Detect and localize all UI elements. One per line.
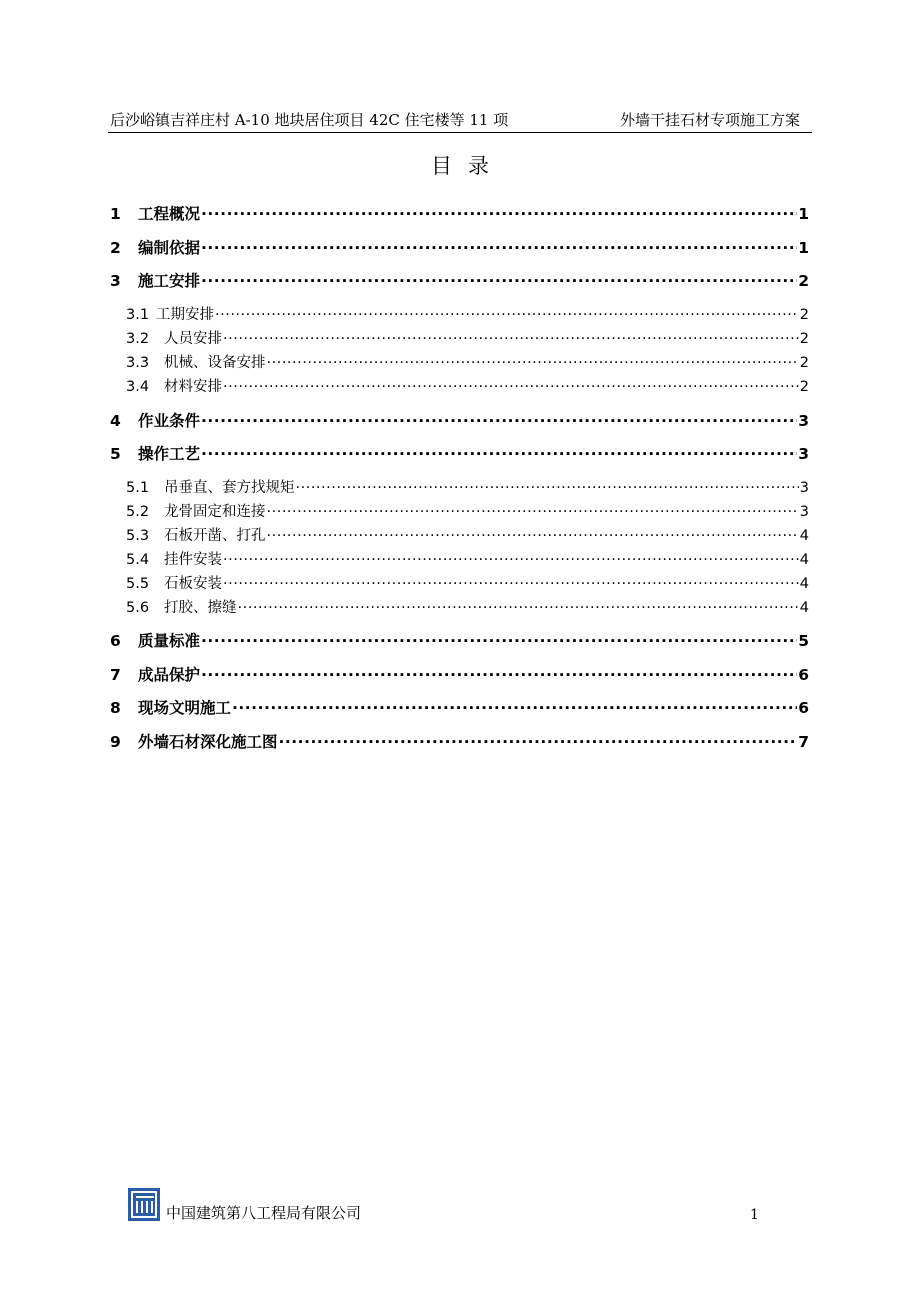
toc-dot-leader <box>223 328 799 343</box>
toc-entry-number: 3.2 <box>126 331 150 347</box>
toc-dot-leader <box>201 410 797 426</box>
toc-entry[interactable] <box>110 696 809 718</box>
toc-entry-page: 3 <box>799 504 809 520</box>
toc-subentry[interactable] <box>126 375 809 396</box>
toc-entry-label: 工程概况 <box>138 205 201 223</box>
header-document-title: 外墙干挂石材专项施工方案 <box>619 111 800 129</box>
toc-entry-page: 3 <box>799 480 809 496</box>
toc-entry[interactable] <box>110 442 809 464</box>
toc-entry-number: 6 <box>110 632 121 650</box>
toc-entry-label: 外墙石材深化施工图 <box>138 733 278 751</box>
toc-entry-label: 石板安装 <box>164 576 222 592</box>
toc-dot-leader <box>201 664 797 680</box>
toc-dot-leader <box>238 597 799 612</box>
toc-entry-page: 4 <box>799 600 809 616</box>
toc-subentry[interactable] <box>126 327 809 348</box>
header-project-name: 后沙峪镇吉祥庄村 A-10 地块居住项目 42C 住宅楼等 11 项 <box>110 111 509 129</box>
toc-entry-number: 5.4 <box>126 552 150 568</box>
toc-entry-label: 机械、设备安排 <box>164 355 266 371</box>
toc-entry-label: 打胶、擦缝 <box>164 600 237 616</box>
toc-entry-number: 7 <box>110 666 121 684</box>
toc-entry-page: 2 <box>799 331 809 347</box>
toc-entry-label: 材料安排 <box>164 379 222 395</box>
toc-entry-number: 5.6 <box>126 600 150 616</box>
toc-entry[interactable] <box>110 202 809 224</box>
toc-dot-leader <box>201 237 797 253</box>
toc-entry-number: 5.2 <box>126 504 150 520</box>
toc-entry[interactable] <box>110 663 809 685</box>
toc-entry-page: 2 <box>799 379 809 395</box>
toc-dot-leader <box>279 731 798 747</box>
toc-dot-leader <box>201 270 797 286</box>
toc-subentry[interactable] <box>126 572 809 593</box>
toc-entry-page: 4 <box>799 576 809 592</box>
cscec-logo-icon <box>128 1188 160 1221</box>
toc-entry-number: 5.5 <box>126 576 150 592</box>
toc-entry-number: 5 <box>110 445 121 463</box>
toc-subentry[interactable] <box>126 476 809 497</box>
toc-subentry[interactable] <box>126 524 809 545</box>
toc-entry-page: 3 <box>798 412 809 430</box>
toc-entry-label: 龙骨固定和连接 <box>164 504 266 520</box>
toc-entry[interactable] <box>110 409 809 431</box>
toc-entry-number: 1 <box>110 205 121 223</box>
toc-entry-label: 操作工艺 <box>138 445 201 463</box>
toc-dot-leader <box>267 352 799 367</box>
toc-dot-leader <box>232 697 797 713</box>
toc-entry[interactable] <box>110 269 809 291</box>
toc-subentry[interactable] <box>126 500 809 521</box>
toc-entry-number: 3.3 <box>126 355 150 371</box>
toc-entry-page: 1 <box>798 239 809 257</box>
footer-company-name: 中国建筑第八工程局有限公司 <box>166 1204 362 1222</box>
toc-dot-leader <box>201 203 797 219</box>
toc-entry-label: 编制依据 <box>138 239 201 257</box>
toc-entry-page: 2 <box>799 355 809 371</box>
toc-entry-page: 2 <box>799 307 809 323</box>
toc-entry-number: 5.1 <box>126 480 150 496</box>
toc-title: 目录 <box>431 154 505 178</box>
page-header <box>108 108 812 133</box>
toc-entry-number: 8 <box>110 699 121 717</box>
toc-entry-label: 吊垂直、套方找规矩 <box>164 480 295 496</box>
toc-entry-page: 6 <box>798 666 809 684</box>
toc-entry-page: 4 <box>799 552 809 568</box>
toc-dot-leader <box>215 304 799 319</box>
toc-entry-label: 作业条件 <box>138 412 201 430</box>
toc-entry-number: 4 <box>110 412 121 430</box>
toc-entry-label: 挂件安装 <box>164 552 222 568</box>
toc-entry-page: 1 <box>798 205 809 223</box>
toc-entry-page: 6 <box>798 699 809 717</box>
toc-entry-label: 施工安排 <box>138 272 201 290</box>
toc-subentry[interactable] <box>126 351 809 372</box>
toc-entry-page: 3 <box>798 445 809 463</box>
toc-subentry[interactable] <box>126 596 809 617</box>
toc-entry-number: 2 <box>110 239 121 257</box>
toc-entry-number: 3 <box>110 272 121 290</box>
toc-entry[interactable] <box>110 236 809 258</box>
toc-entry-page: 4 <box>799 528 809 544</box>
toc-entry[interactable] <box>110 629 809 651</box>
toc-entry[interactable] <box>110 730 809 752</box>
toc-entry-label: 石板开凿、打孔 <box>164 528 266 544</box>
toc-entry-label: 成品保护 <box>138 666 201 684</box>
toc-entry-page: 5 <box>798 632 809 650</box>
toc-subentry[interactable] <box>126 303 809 324</box>
toc-dot-leader <box>223 376 799 391</box>
toc-entry-number: 3.1 <box>126 307 150 323</box>
toc-entry-number: 5.3 <box>126 528 150 544</box>
toc-dot-leader <box>267 501 799 516</box>
toc-dot-leader <box>223 549 799 564</box>
toc-entry-label: 人员安排 <box>164 331 222 347</box>
toc-dot-leader <box>201 443 797 459</box>
toc-entry-number: 3.4 <box>126 379 150 395</box>
footer-page-number: 1 <box>750 1207 759 1223</box>
toc-entry-label: 现场文明施工 <box>138 699 232 717</box>
toc-subentry[interactable] <box>126 548 809 569</box>
toc-dot-leader <box>223 573 799 588</box>
toc-entry-label: 质量标准 <box>138 632 201 650</box>
toc-dot-leader <box>201 630 797 646</box>
toc-dot-leader <box>267 525 799 540</box>
toc-dot-leader <box>296 477 799 492</box>
toc-entry-label: 工期安排 <box>156 307 214 323</box>
toc-entry-page: 7 <box>798 733 809 751</box>
toc-entry-page: 2 <box>798 272 809 290</box>
toc-entry-number: 9 <box>110 733 121 751</box>
